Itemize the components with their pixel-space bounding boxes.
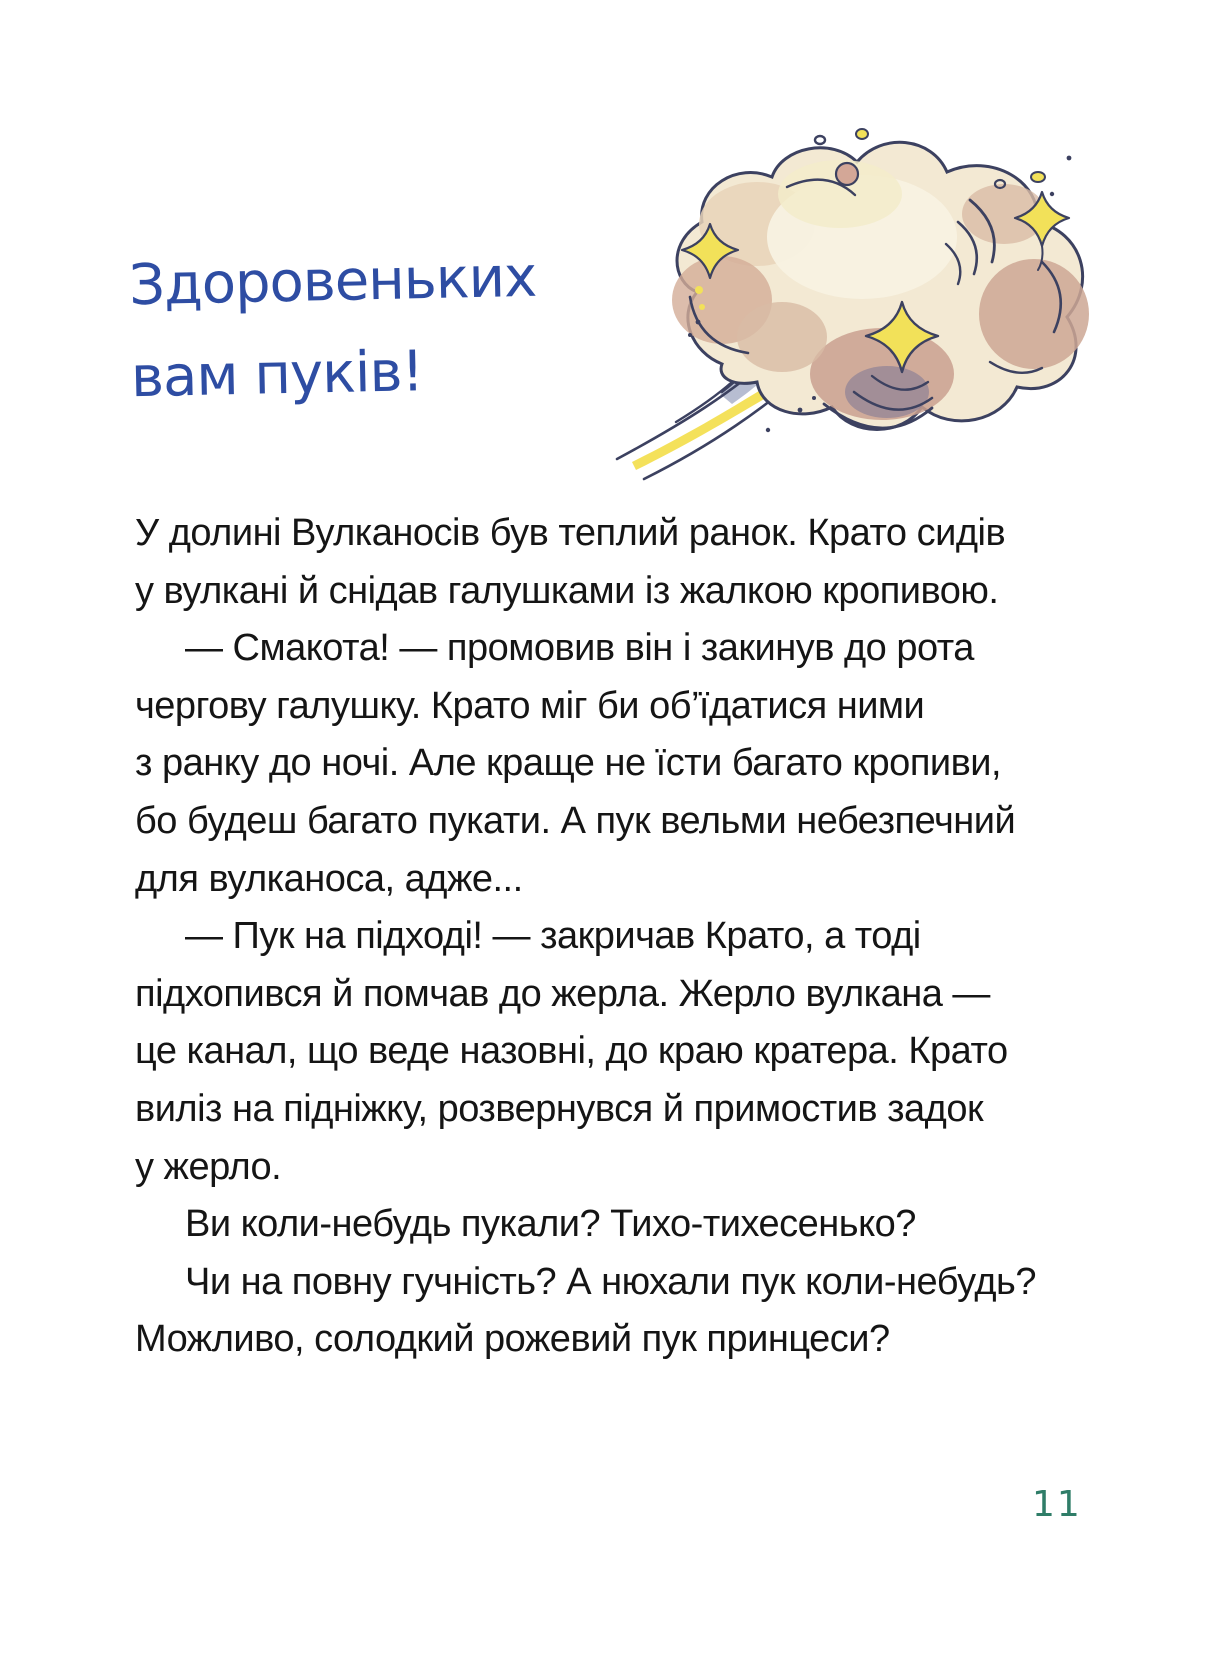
dot-bottom-1 [798, 408, 803, 413]
dot-right-2 [1050, 192, 1054, 196]
text-line: виліз на підніжку, розвернувся й примостив задок [135, 1087, 984, 1130]
fart-cloud-illustration [572, 92, 1112, 492]
dot-left-yellow-1 [695, 286, 703, 294]
speck-top-navy [815, 136, 825, 144]
dot-left-navy-2 [688, 333, 692, 337]
dot-bottom-2 [812, 396, 816, 400]
text-line: з ранку до ночі. Але краще не їсти багато кропиви, [135, 742, 1002, 785]
text-line: чергову галушку. Крато міг би об’їдатися ними [135, 684, 925, 727]
text-line: підхопився й помчав до жерла. Жерло вулкана — [135, 972, 990, 1015]
chapter-title-line-2: вам пуків! [130, 339, 424, 411]
chapter-title-line-1: Здоровеньких [128, 244, 537, 319]
dot-bottom-3 [766, 428, 770, 432]
chapter-title [128, 232, 539, 424]
dot-left-yellow-2 [699, 304, 705, 310]
text-line: — Пук на підході! — закричав Крато, а тоді [185, 915, 921, 958]
text-line: це канал, що веде назовні, до краю кратера. Крато [135, 1030, 1008, 1073]
speck-top-yellow [856, 129, 868, 139]
dot-left-navy-1 [696, 320, 701, 325]
text-line: Чи на повну гучність? А нюхали пук коли-небудь? [185, 1260, 1036, 1303]
bubble-top [836, 163, 858, 185]
text-line: Ви коли-небудь пукали? Тихо-тихесенько? [185, 1203, 916, 1246]
speck-right-yellow [1031, 172, 1045, 182]
text-line: у вулкані й снідав галушками із жалкою кропивою. [135, 569, 999, 612]
text-line: для вулканоса, адже... [135, 857, 523, 900]
text-line: Можливо, солодкий рожевий пук принцеси? [135, 1318, 890, 1361]
text-line: бо будеш багато пукати. А пук вельми небезпечний [135, 799, 1016, 842]
cloud-patch-bottomleft-tan [737, 302, 827, 372]
text-line: у жерло. [135, 1145, 282, 1188]
cloud-patch-bottommid-mauve [845, 366, 929, 418]
page-number: 11 [1032, 1484, 1082, 1525]
text-line: У долині Вулканосів був теплий ранок. Крато сидів [135, 512, 1006, 554]
text-line: — Смакота! — промовив він і закинув до рота [185, 627, 974, 670]
cloud-patch-right-rose [979, 259, 1089, 369]
body-text [135, 505, 1095, 1369]
dot-right-1 [1067, 156, 1072, 161]
